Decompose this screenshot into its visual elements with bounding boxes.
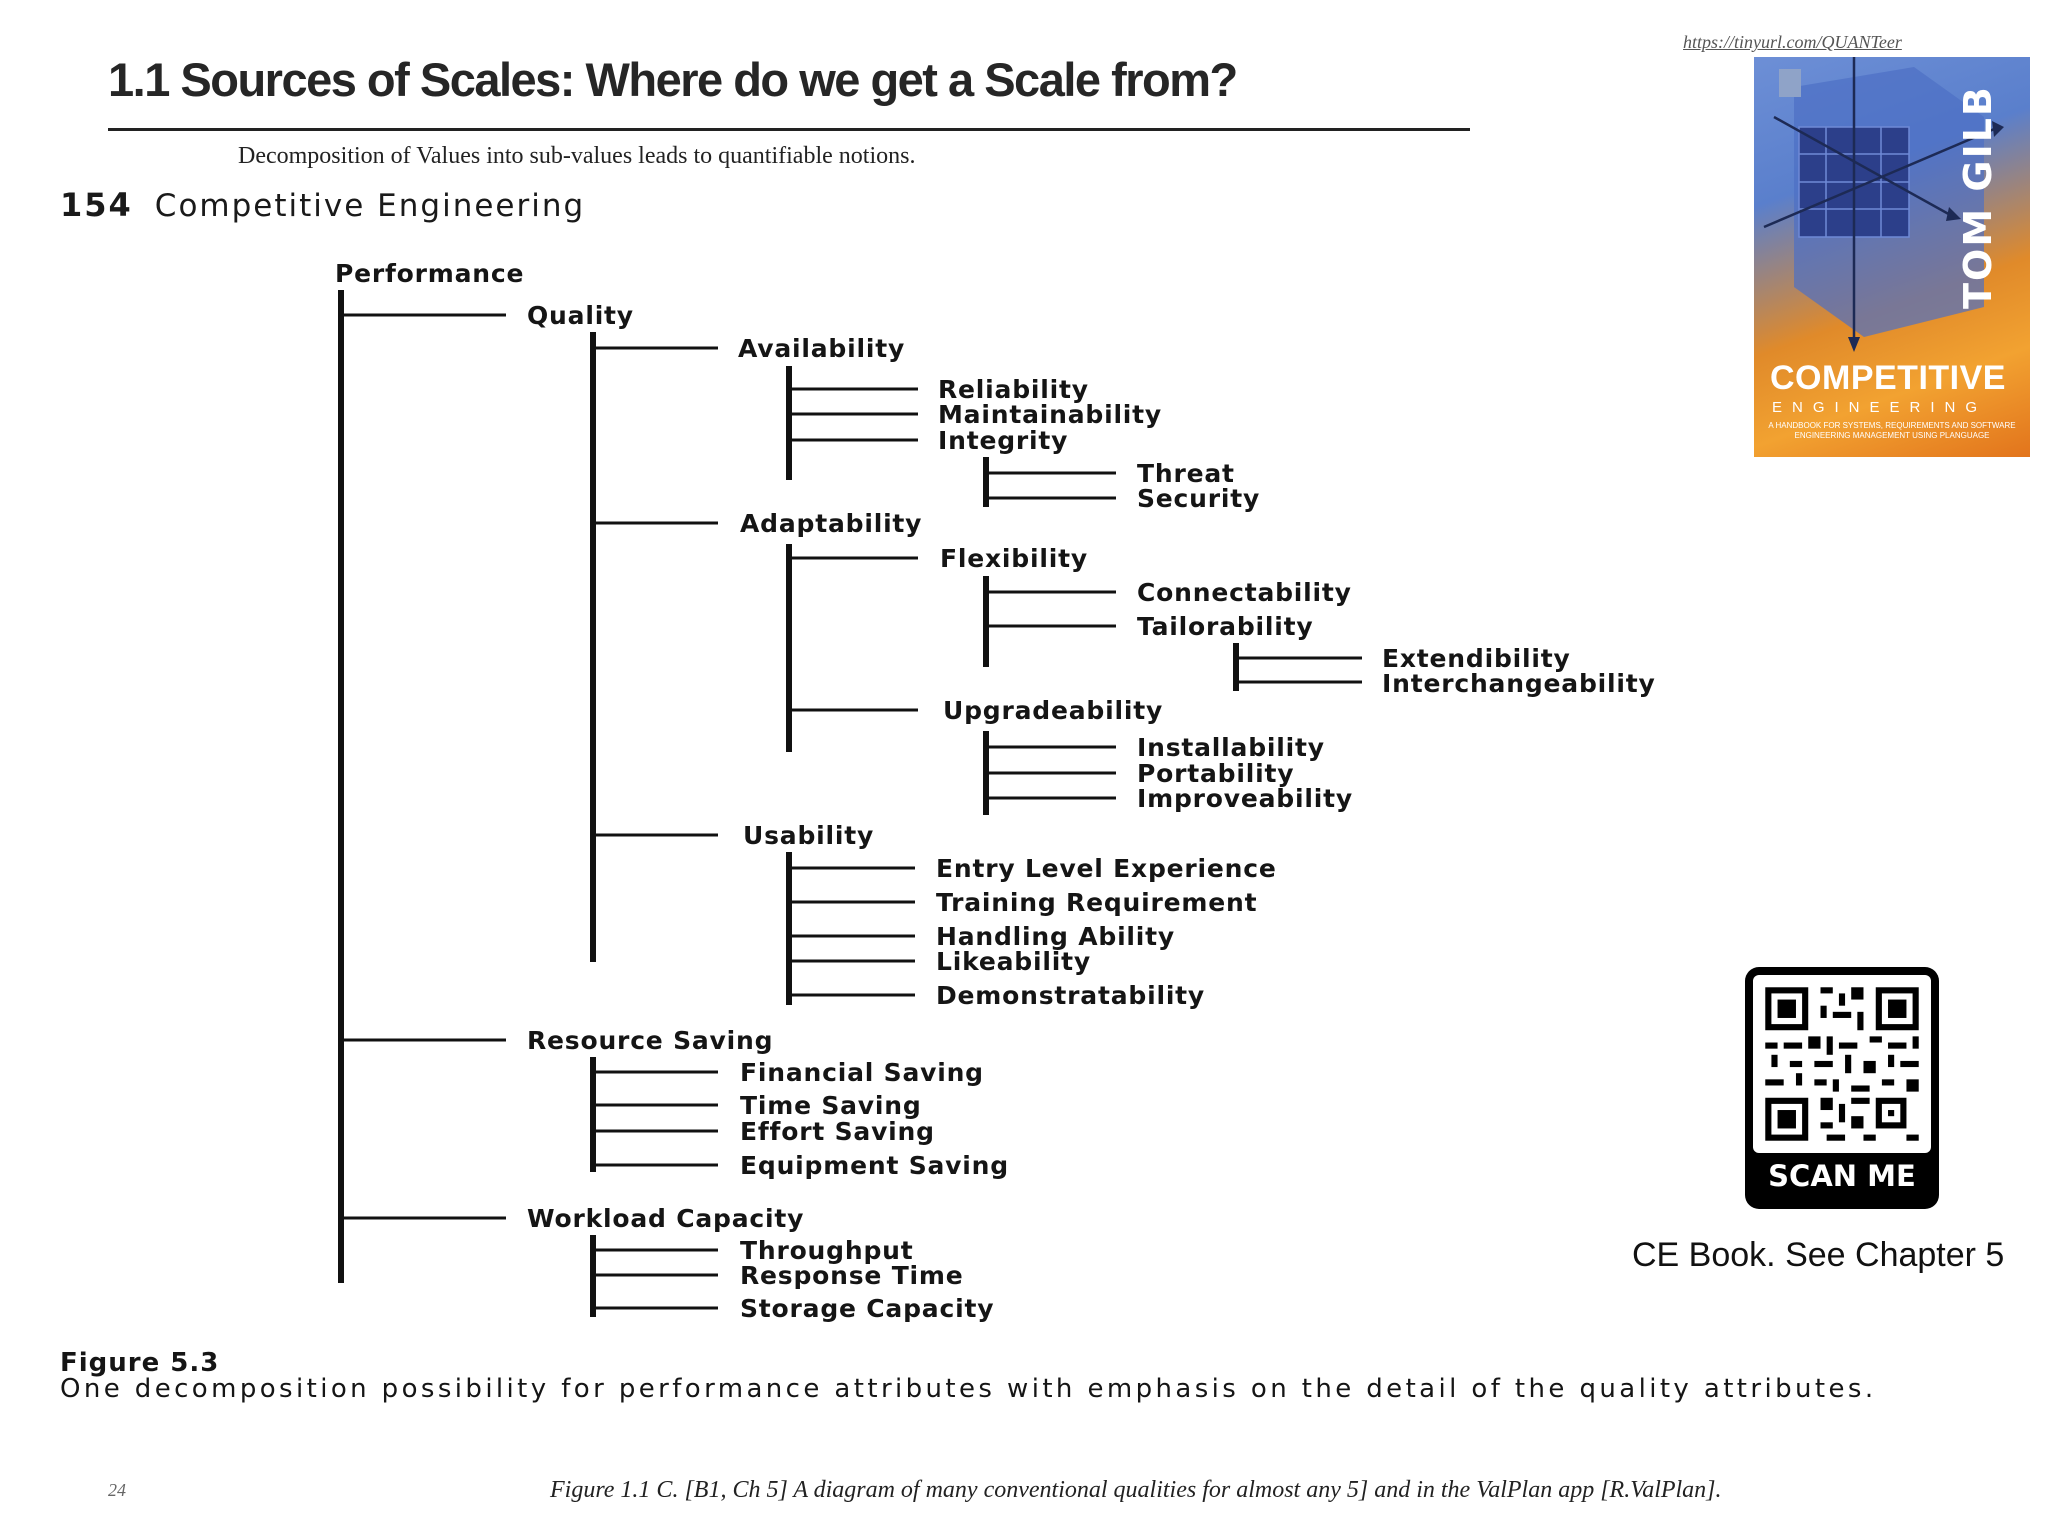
cover-author: TOM GILB xyxy=(1956,85,2001,309)
node-upgradeability: Upgradeability xyxy=(943,696,1164,725)
node-financial-saving: Financial Saving xyxy=(740,1058,984,1087)
node-interchangeability: Interchangeability xyxy=(1382,669,1656,698)
node-resource-saving: Resource Saving xyxy=(527,1026,774,1055)
cover-title: COMPETITIVE xyxy=(1770,359,2006,397)
node-time-saving: Time Saving xyxy=(740,1091,922,1120)
node-demonstratability: Demonstratability xyxy=(936,981,1206,1010)
node-workload-capacity: Workload Capacity xyxy=(527,1204,805,1233)
figure-label: Figure 5.3 xyxy=(60,1348,220,1378)
node-throughput: Throughput xyxy=(740,1236,914,1265)
book-cover-image xyxy=(1754,57,2030,457)
node-performance: Performance xyxy=(335,259,525,288)
qr-code xyxy=(1753,975,1931,1153)
reference-link[interactable]: https://tinyurl.com/QUANTeer xyxy=(1683,32,1902,52)
node-equipment-saving: Equipment Saving xyxy=(740,1151,1009,1180)
publisher-logo xyxy=(1779,69,1801,97)
node-availability: Availability xyxy=(738,334,906,363)
node-effort-saving: Effort Saving xyxy=(740,1117,935,1146)
page-subtitle: Decomposition of Values into sub-values leads to quantifiable notions. xyxy=(238,143,916,169)
cover-tagline: A HANDBOOK FOR SYSTEMS, REQUIREMENTS AND SOFTWARE ENGINEERING MANAGEMENT USING PLANGUAGE xyxy=(1768,421,2016,440)
node-extendibility: Extendibility xyxy=(1382,644,1571,673)
node-portability: Portability xyxy=(1137,759,1295,788)
qr-pattern xyxy=(1753,975,1931,1153)
node-threat: Threat xyxy=(1137,459,1235,488)
node-quality: Quality xyxy=(527,301,634,330)
node-likeability: Likeability xyxy=(936,947,1091,976)
tree-labels xyxy=(335,259,1656,1323)
node-training-requirement: Training Requirement xyxy=(936,888,1258,917)
node-installability: Installability xyxy=(1137,733,1325,762)
node-storage-capacity: Storage Capacity xyxy=(740,1294,995,1323)
node-tailorability: Tailorability xyxy=(1137,612,1314,641)
node-adaptability: Adaptability xyxy=(740,509,923,538)
node-integrity: Integrity xyxy=(938,426,1069,455)
qr-code-badge[interactable] xyxy=(1745,967,1939,1209)
node-entry-level-experience: Entry Level Experience xyxy=(936,854,1277,883)
node-response-time: Response Time xyxy=(740,1261,964,1290)
side-note: CE Book. See Chapter 5 xyxy=(1632,1236,2005,1274)
node-improveability: Improveability xyxy=(1137,784,1353,813)
node-maintainability: Maintainability xyxy=(938,400,1163,429)
node-usability: Usability xyxy=(743,821,875,850)
cover-subtitle: ENGINEERING xyxy=(1772,399,1988,416)
scan-me-label: SCAN ME xyxy=(1768,1159,1916,1193)
node-reliability: Reliability xyxy=(938,375,1089,404)
node-security: Security xyxy=(1137,484,1261,513)
page-title: 1.1 Sources of Scales: Where do we get a Scale from? xyxy=(108,53,1237,106)
figure-description: One decomposition possibility for performance attributes with emphasis on the detail of the quality attributes. xyxy=(60,1374,1877,1404)
book-title: Competitive Engineering xyxy=(154,188,586,224)
figure-caption: Figure 1.1 C. [B1, Ch 5] A diagram of many conventional qualities for almost any 5] and in the ValPlan app [R.ValPlan]. xyxy=(550,1477,1722,1503)
node-connectability: Connectability xyxy=(1137,578,1352,607)
node-flexibility: Flexibility xyxy=(940,544,1088,573)
node-handling-ability: Handling Ability xyxy=(936,922,1176,951)
book-page-number: 154 xyxy=(60,186,133,224)
page-number: 24 xyxy=(108,1480,126,1500)
